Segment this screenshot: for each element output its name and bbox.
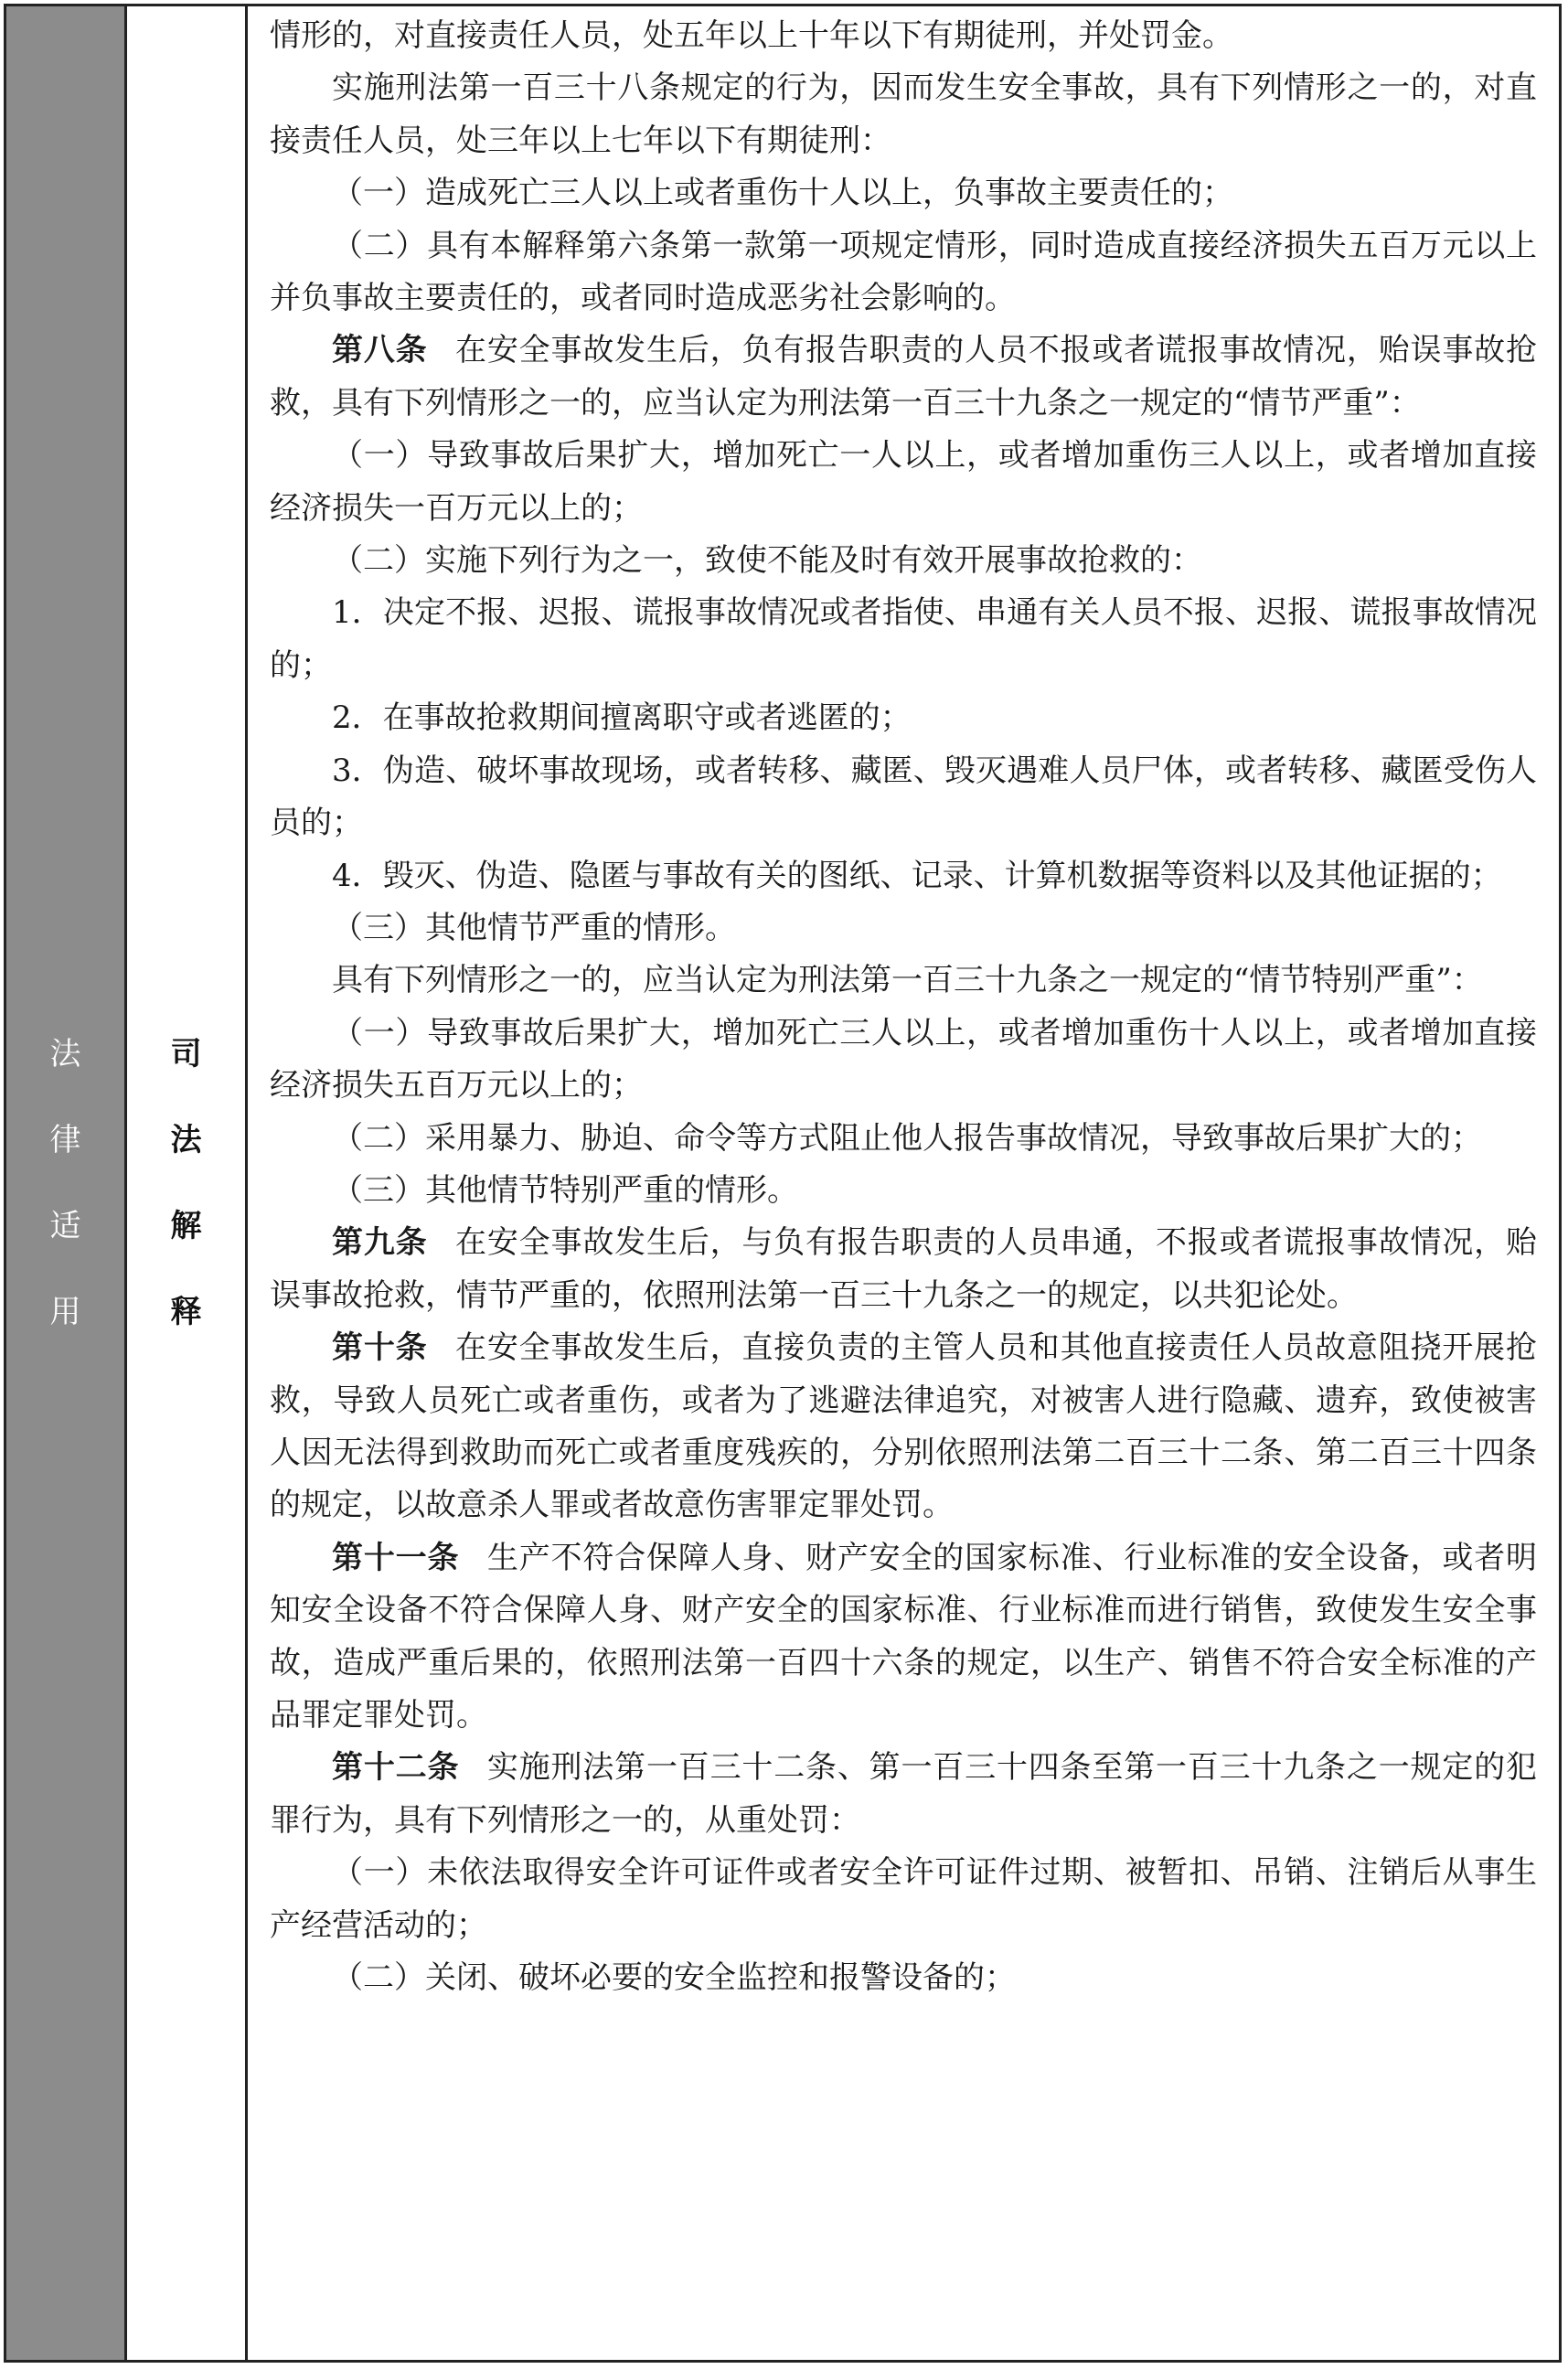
category-label	[50, 1011, 81, 1355]
paragraph-text: 在安全事故发生后，负有报告职责的人员不报或者谎报事故情况，贻误事故抢救，具有下列情形之一的，应当认定为刑法第一百三十九条之一规定的“情节严重”：	[270, 332, 1537, 422]
paragraph	[270, 1532, 1537, 1743]
article-number: 第九条	[332, 1224, 428, 1262]
paragraph-text: （一）未依法取得安全许可证件或者安全许可证件过期、被暂扣、吊销、注销后从事生产经营活动的；	[270, 1854, 1537, 1944]
paragraph	[270, 692, 1537, 744]
paragraph-text: 实施刑法第一百三十八条规定的行为，因而发生安全事故，具有下列情形之一的，对直接责任人员，处三年以上七年以下有期徒刑：	[270, 69, 1537, 159]
paragraph	[270, 587, 1537, 692]
paragraph	[270, 1847, 1537, 1952]
paragraph	[270, 1322, 1537, 1532]
paragraph	[270, 325, 1537, 430]
paragraph	[270, 430, 1537, 535]
paragraph-text: （二）关闭、破坏必要的安全监控和报警设备的；	[332, 1959, 1016, 1997]
paragraph	[270, 1165, 1537, 1217]
article-number: 第十二条	[332, 1749, 460, 1787]
subcategory-label	[171, 1011, 202, 1355]
paragraph	[270, 955, 1537, 1007]
paragraph-text: （三）其他情节严重的情形。	[332, 909, 736, 946]
paragraph	[270, 902, 1537, 955]
paragraph-text: 在安全事故发生后，直接负责的主管人员和其他直接责任人员故意阻挠开展抢救，导致人员死亡或者重伤，或者为了逃避法律追究，对被害人进行隐藏、遗弃，致使被害人因无法得到救助而死亡或者重度残疾的，分别依照刑法第二百三十二条、第二百三十四条的规定，以故意杀人罪或者故意伤害罪定罪处罚。	[270, 1329, 1537, 1524]
subcategory-label-char: 法	[170, 1122, 202, 1158]
paragraph	[270, 62, 1537, 167]
paragraph-text: 具有下列情形之一的，应当认定为刑法第一百三十九条之一规定的“情节特别严重”：	[332, 962, 1483, 999]
category-column	[6, 6, 127, 2360]
paragraph-text: （二）具有本解释第六条第一款第一项规定情形，同时造成直接经济损失五百万元以上并负事故主要责任的，或者同时造成恶劣社会影响的。	[270, 227, 1537, 317]
paragraph	[270, 745, 1537, 850]
paragraph	[270, 167, 1537, 219]
paragraph-text: 4．毁灭、伪造、隐匿与事故有关的图纸、记录、计算机数据等资料以及其他证据的；	[332, 857, 1502, 894]
paragraph	[270, 1952, 1537, 2004]
subcategory-column	[127, 6, 248, 2360]
paragraph	[270, 850, 1537, 902]
content-cell	[248, 6, 1559, 2360]
category-label-char: 用	[49, 1294, 81, 1330]
category-label-char: 适	[49, 1208, 81, 1244]
paragraph	[270, 1113, 1537, 1165]
paragraph	[270, 10, 1537, 62]
category-label-char: 法	[49, 1036, 81, 1072]
paragraph-text: 2．在事故抢救期间擅离职守或者逃匿的；	[332, 699, 912, 737]
paragraph-text: 生产不符合保障人身、财产安全的国家标准、行业标准的安全设备，或者明知安全设备不符合保障人身、财产安全的国家标准、行业标准而进行销售，致使发生安全事故，造成严重后果的，依照刑法第一百四十六条的规定，以生产、销售不符合安全标准的产品罪定罪处罚。	[270, 1539, 1538, 1734]
paragraph-text: （一）造成死亡三人以上或者重伤十人以上，负事故主要责任的；	[332, 175, 1233, 212]
paragraph-text: （一）导致事故后果扩大，增加死亡一人以上，或者增加重伤三人以上，或者增加直接经济损失一百万元以上的；	[270, 437, 1537, 527]
paragraph-text: 情形的，对直接责任人员，处五年以上十年以下有期徒刑，并处罚金。	[270, 17, 1233, 54]
category-label-char: 律	[49, 1122, 81, 1158]
paragraph	[270, 1008, 1537, 1113]
paragraph	[270, 535, 1537, 587]
paragraph	[270, 1742, 1537, 1847]
article-number: 第十条	[332, 1329, 428, 1367]
paragraph-text: 实施刑法第一百三十二条、第一百三十四条至第一百三十九条之一规定的犯罪行为，具有下列情形之一的，从重处罚：	[270, 1749, 1538, 1839]
paragraph-text: 1．决定不报、迟报、谎报事故情况或者指使、串通有关人员不报、迟报、谎报事故情况的；	[270, 594, 1537, 684]
subcategory-label-char: 解	[170, 1208, 202, 1244]
article-number: 第八条	[332, 332, 428, 369]
paragraph-text: 在安全事故发生后，与负有报告职责的人员串通，不报或者谎报事故情况，贻误事故抢救，情节严重的，依照刑法第一百三十九条之一的规定，以共犯论处。	[270, 1224, 1537, 1314]
paragraph-text: （二）采用暴力、胁迫、命令等方式阻止他人报告事故情况，导致事故后果扩大的；	[332, 1119, 1482, 1157]
article-number: 第十一条	[332, 1539, 460, 1576]
paragraph-text: （二）实施下列行为之一，致使不能及时有效开展事故抢救的：	[332, 542, 1202, 580]
paragraph-text: 3．伪造、破坏事故现场，或者转移、藏匿、毁灭遇难人员尸体，或者转移、藏匿受伤人员的；	[270, 752, 1537, 842]
subcategory-label-char: 司	[170, 1036, 202, 1072]
paragraph-text: （一）导致事故后果扩大，增加死亡三人以上，或者增加重伤十人以上，或者增加直接经济损失五百万元以上的；	[270, 1014, 1537, 1104]
paragraph-text: （三）其他情节特别严重的情形。	[332, 1171, 798, 1209]
law-table	[4, 4, 1562, 2363]
paragraph	[270, 1217, 1537, 1322]
subcategory-label-char: 释	[170, 1294, 202, 1330]
paragraph	[270, 220, 1537, 325]
